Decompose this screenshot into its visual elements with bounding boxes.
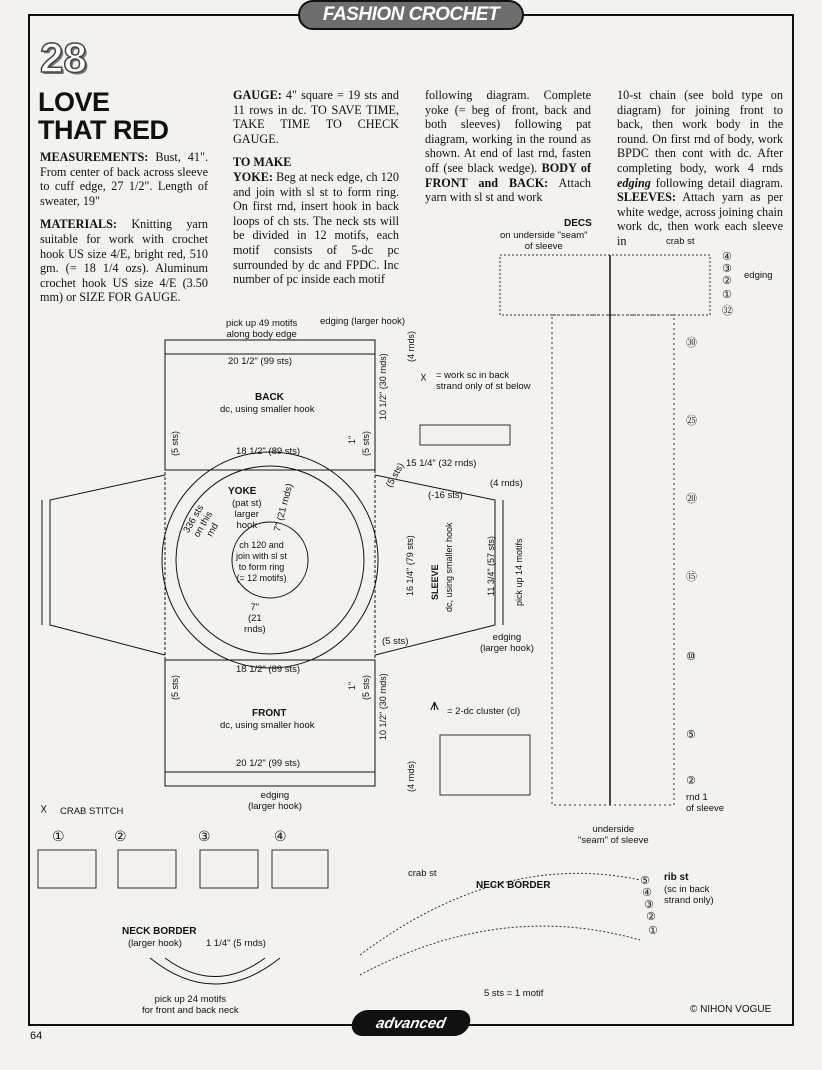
body-text: Attach yarn with sl st and work <box>425 175 591 205</box>
sleeve-label: SLEEVE <box>430 564 440 600</box>
rib-st-heading: rib st <box>664 872 689 883</box>
sleeve-length-label: 15 1/4" (32 rnds) <box>406 458 477 469</box>
instructions-column-2 <box>233 88 399 296</box>
front-rnds-label: 10 1/2" (30 rnds) <box>378 673 388 740</box>
cluster-legend: = 2-dc cluster (cl) <box>447 706 521 717</box>
sleeve-pickup-label: pick up 14 motifs <box>514 538 524 606</box>
five-sts-left-label: (5 sts) <box>170 430 180 456</box>
back-label: BACK <box>255 392 284 403</box>
materials-heading: MATERIALS: <box>40 217 117 232</box>
five-sts-right-label: (5 sts) <box>361 430 371 456</box>
back-hook-label: dc, using smaller hook <box>220 404 315 415</box>
neck-border-hook: (larger hook) <box>128 938 182 949</box>
decs-row-1: ① <box>722 289 732 301</box>
measurements-heading: MEASUREMENTS: <box>40 150 149 164</box>
front-width-label: 20 1/2" (99 sts) <box>236 758 301 769</box>
title-line-1: LOVE <box>38 87 110 117</box>
gauge-text: 4" square = 19 sts and 11 rows in dc. TO SAVE TIME, TAKE TIME TO CHECK GAUGE. <box>233 88 399 146</box>
pattern-number: 28 <box>40 34 87 81</box>
body-continued-text: 10-st chain (see bold type on diagram) for joining front to back, then work body in the round. On first rnd of body, work BPDC then cont with dc. After completing body, work 4 rnds <box>617 88 783 175</box>
decs-title: DECS <box>564 218 592 229</box>
one-inch-label: 1" <box>347 435 357 444</box>
neck-chart-motif: 5 sts = 1 motif <box>484 988 544 999</box>
rib-st-note: (sc in back strand only) <box>664 884 714 906</box>
page-number: 64 <box>30 1030 43 1042</box>
four-rnds-bottom-label: (4 rnds) <box>406 760 416 792</box>
decs-row-32: ㉜ <box>722 305 733 317</box>
decs-row-10: ⑩ <box>686 651 696 663</box>
sleeves-heading: SLEEVES: <box>617 190 676 205</box>
cluster-symbol: ⩚ <box>430 697 440 714</box>
decs-row-2-bottom: ② <box>686 775 696 787</box>
four-rnds-sleeve-label: (4 rnds) <box>490 478 523 489</box>
decs-row-20: ⑳ <box>686 493 697 505</box>
sleeves-text: Attach yarn as per white wedge, across joining chain work dc, then work each sleeve in <box>617 190 783 248</box>
body-continued-text-2: following detail diagram. <box>650 175 783 190</box>
decs-subtitle: on underside "seam" of sleeve <box>500 230 588 252</box>
neck-border-title: NECK BORDER <box>122 926 197 937</box>
sleeve-edging-label: edging (larger hook) <box>480 632 534 654</box>
yoke-label: YOKE <box>228 486 257 497</box>
decs-row-30: ㉚ <box>686 337 697 349</box>
instructions-column-4 <box>617 88 783 249</box>
yoke-336-label: 336 sts on this rnd <box>181 502 222 540</box>
decs-row-15: ⑮ <box>686 571 697 583</box>
neck-chart-title: NECK BORDER <box>476 880 551 891</box>
yoke-21-bottom-label: 7" (21 rnds) <box>244 602 266 635</box>
credit-line: © NIHON VOGUE <box>690 1004 772 1015</box>
decs-row-5: ⑤ <box>686 729 696 741</box>
pickup-body-label <box>226 318 297 340</box>
crab-step-2: ② <box>114 828 127 844</box>
sleeve-57-label: 11 3/4" (57 sts) <box>486 535 496 596</box>
four-rnds-top-label: (4 rnds) <box>406 330 416 362</box>
decs-edging: edging <box>744 270 773 281</box>
decs-crab-st: crab st <box>666 236 695 247</box>
edging-word: edging <box>617 175 651 190</box>
sc-back-symbol: ☓ <box>420 370 427 385</box>
sleeve-16-sts-label: (-16 sts) <box>428 490 463 501</box>
crab-step-4: ④ <box>274 828 287 844</box>
decs-row-2: ② <box>722 275 732 287</box>
decs-row-3: ③ <box>722 263 732 275</box>
crab-step-3: ③ <box>198 828 211 844</box>
one-inch-front-label: 1" <box>347 681 357 690</box>
yoke-continued-text: following diagram. Complete yoke (= beg of front, back and both sleeves) following pat diagram, working in the round as shown. At end of last rnd, fasten off (see black wedge). <box>425 88 591 175</box>
sleeve-5-sts-top-label: (5 sts) <box>384 461 407 490</box>
neck-chart-crab-st: crab st <box>408 868 437 879</box>
difficulty-badge: advanced <box>349 1010 473 1036</box>
yoke-heading: YOKE: <box>233 169 273 184</box>
measurements-text: Bust, 41". From center of back across sleeve to cuff edge, 27 1/2". Length of sweater, 19" <box>40 150 208 208</box>
yoke-top-width-label: 18 1/2" (89 sts) <box>236 446 301 457</box>
neck-row-2: ② <box>646 911 656 923</box>
crab-stitch-label: CRAB STITCH <box>60 806 124 817</box>
sleeve-hook-label: dc, using smaller hook <box>444 522 454 612</box>
to-make-heading: TO MAKE <box>233 155 292 170</box>
ch-ring-label: ch 120 and join with sl st to form ring (= 12 motifs) <box>236 540 288 583</box>
sleeve-79-label: 16 1/4" (79 sts) <box>405 535 415 596</box>
magazine-banner: FASHION CROCHET <box>298 0 524 30</box>
back-width-label: 20 1/2" (99 sts) <box>228 356 293 367</box>
crab-stitch-symbol: ☓ <box>40 801 48 817</box>
decs-row-4: ④ <box>722 251 732 263</box>
edging-larger-label: edging (larger hook) <box>320 316 406 327</box>
five-sts-front-right-label: (5 sts) <box>361 674 371 700</box>
front-label: FRONT <box>252 708 287 719</box>
instructions-column-1 <box>40 150 208 314</box>
neck-row-1: ① <box>648 925 658 937</box>
yoke-text: Beg at neck edge, ch 120 and join with sl st to form ring. On first rnd, insert hook in back loops of ch sts. The neck sts will be divided in 12 motifs, each motif consists of 5-dc pc surrounded by dc and FPDC. Inc number of pc inside each motif <box>233 169 399 287</box>
yoke-21-top-label: 7" (21 rnds) <box>272 482 296 533</box>
materials-text: Knitting yarn suitable for work with crochet hook US size 4/E, bright red, 510 gm. (= 18 1/4 ozs). Aluminum crochet hook US size 4/E (3.50 mm) or SIZE FOR GAUGE. <box>40 217 208 305</box>
pattern-title <box>38 88 169 144</box>
crab-step-1: ① <box>52 828 65 844</box>
pickup-body-text: pick up 49 motifs along body edge <box>226 318 298 340</box>
neck-row-4: ④ <box>642 887 652 899</box>
decs-underside-label: underside "seam" of sleeve <box>578 824 649 846</box>
instructions-column-3 <box>425 88 591 205</box>
neck-border-width: 1 1/4" (5 rnds) <box>206 938 266 949</box>
back-rnds-label: 10 1/2" (30 rnds) <box>378 353 388 420</box>
yoke-desc-label: (pat st) larger hook <box>232 498 262 531</box>
five-sts-front-left-label: (5 sts) <box>170 674 180 700</box>
title-line-2: THAT RED <box>38 115 169 145</box>
neck-row-5: ⑤ <box>640 875 650 887</box>
sc-back-legend: = work sc in back strand only of st below <box>436 370 531 392</box>
gauge-heading: GAUGE: <box>233 88 282 102</box>
decs-rnd1-label: rnd 1 of sleeve <box>686 792 725 814</box>
front-hook-label: dc, using smaller hook <box>220 720 315 731</box>
edging-bottom-label: edging (larger hook) <box>248 790 302 812</box>
neck-row-3: ③ <box>644 899 654 911</box>
decs-row-25: ㉕ <box>686 415 697 427</box>
yoke-bottom-width-label: 18 1/2" (89 sts) <box>236 664 301 675</box>
body-heading: BODY of FRONT and BACK: <box>425 160 591 190</box>
sleeve-5-sts-bottom-label: (5 sts) <box>382 636 409 647</box>
neck-border-pickup: pick up 24 motifs for front and back neck <box>142 994 239 1016</box>
